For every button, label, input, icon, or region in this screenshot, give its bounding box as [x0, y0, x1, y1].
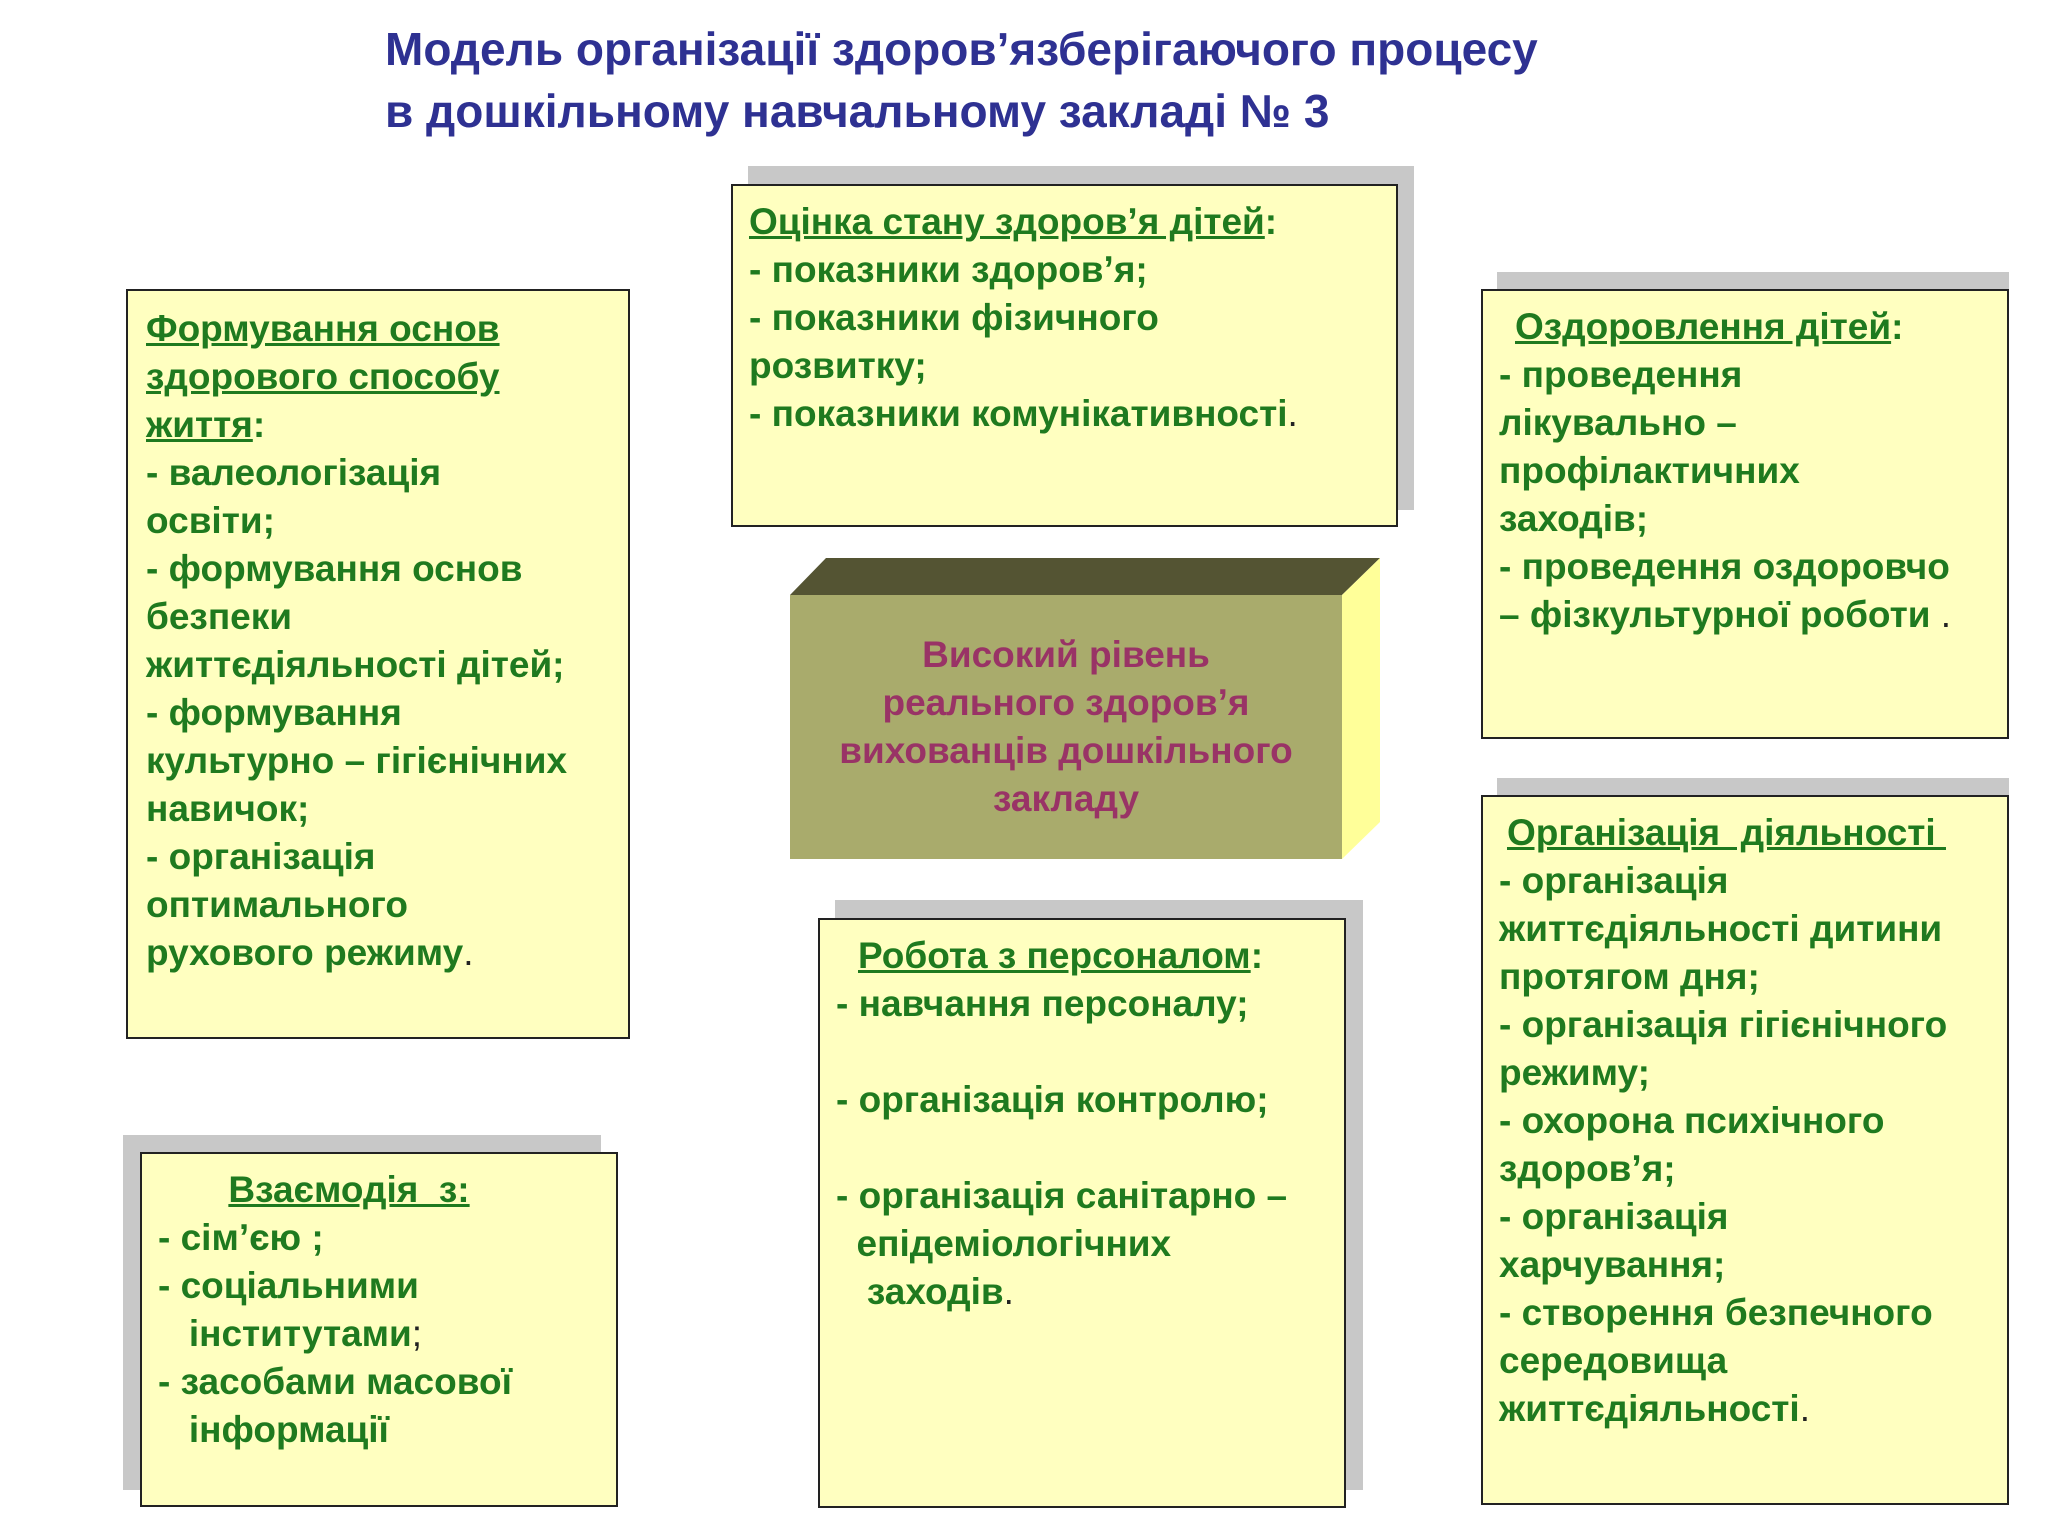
center-block-side — [1342, 558, 1380, 859]
formation-item: освіти; — [146, 500, 275, 541]
center-block-top — [790, 558, 1380, 595]
center-line: закладу — [992, 778, 1140, 819]
activity-item: харчування; — [1499, 1244, 1726, 1285]
interaction-box: Взаємодія з: - сім’єю ; - соціальними інститутами; - засобами масової інформації — [140, 1152, 618, 1507]
interaction-item: - соціальними — [158, 1265, 419, 1306]
activity-box: Організація діяльності - організація життєдіяльності дитини протягом дня; - організація гігієнічного режиму; - охорона психічного здоров’я; - організація харчування; - створення безпечного середовища життєдіяльності. — [1481, 795, 2009, 1505]
formation-heading-1: Формування основ — [146, 308, 500, 349]
center-line: вихованців дошкільного — [839, 730, 1293, 771]
healing-item: - проведення оздоровчо — [1499, 546, 1950, 587]
formation-item: безпеки — [146, 596, 293, 637]
assessment-item: - показники комунікативності — [749, 393, 1288, 434]
title-line-1: Модель організації здоров’язберігаючого процесу — [385, 23, 1538, 75]
staff-item: - організація санітарно – — [836, 1175, 1288, 1216]
activity-item: середовища — [1499, 1340, 1728, 1381]
formation-item: рухового режиму — [146, 932, 464, 973]
formation-item: оптимального — [146, 884, 408, 925]
center-line: Високий рівень — [922, 634, 1210, 675]
healing-item: – фізкультурної роботи — [1499, 594, 1941, 635]
staff-box: Робота з персоналом: - навчання персоналу; - організація контролю; - організація санітарно – епідеміологічних заходів. — [818, 918, 1346, 1508]
healing-item: заходів; — [1499, 498, 1649, 539]
activity-item: режиму; — [1499, 1052, 1650, 1093]
activity-heading: Організація діяльності — [1507, 812, 1946, 853]
center-block — [790, 595, 1342, 859]
formation-item: - формування — [146, 692, 402, 733]
formation-item: - організація — [146, 836, 376, 877]
healing-item: лікувально – — [1499, 402, 1737, 443]
center-line: реального здоров’я — [882, 682, 1250, 723]
staff-spacer — [836, 1028, 1328, 1076]
title-line-2: в дошкільному навчальному закладі № 3 — [385, 85, 1330, 137]
formation-item: культурно – гігієнічних — [146, 740, 568, 781]
staff-item: - навчання персоналу; — [836, 983, 1249, 1024]
activity-item: протягом дня; — [1499, 956, 1760, 997]
assessment-item: - показники фізичного — [749, 297, 1159, 338]
healing-item: - проведення — [1499, 354, 1743, 395]
staff-spacer — [836, 1124, 1328, 1172]
activity-item: - організація гігієнічного — [1499, 1004, 1948, 1045]
activity-item: життєдіяльності — [1499, 1388, 1800, 1429]
interaction-item: - засобами масової — [158, 1361, 512, 1402]
formation-item: життєдіяльності дітей; — [146, 644, 565, 685]
assessment-item: - показники здоров’я; — [749, 249, 1148, 290]
page-title — [385, 18, 1885, 142]
assessment-item: розвитку; — [749, 345, 927, 386]
assessment-box: Оцінка стану здоров’я дітей: - показники здоров’я; - показники фізичного розвитку; - показники комунікативності. — [731, 184, 1398, 527]
staff-item: - організація контролю; — [836, 1079, 1269, 1120]
formation-item: - валеологізація — [146, 452, 442, 493]
staff-item: епідеміологічних — [836, 1223, 1172, 1264]
activity-item: життєдіяльності дитини — [1499, 908, 1943, 949]
healing-item: профілактичних — [1499, 450, 1800, 491]
interaction-heading: Взаємодія з: — [228, 1169, 470, 1210]
healing-heading: Оздоровлення дітей — [1515, 306, 1892, 347]
healing-box: Оздоровлення дітей: - проведення лікувально – профілактичних заходів; - проведення оздоровчо – фізкультурної роботи . — [1481, 289, 2009, 739]
formation-heading-2: здорового способу — [146, 356, 500, 397]
activity-item: - охорона психічного — [1499, 1100, 1885, 1141]
formation-heading-3: життя — [146, 404, 253, 445]
interaction-item: інформації — [158, 1409, 389, 1450]
activity-item: здоров’я; — [1499, 1148, 1676, 1189]
staff-item: заходів — [836, 1271, 1004, 1312]
formation-item: навичок; — [146, 788, 310, 829]
formation-box: Формування основ здорового способу життя: - валеологізація освіти; - формування основ безпеки життєдіяльності дітей; - формування культурно – гігієнічних навичок; - організація оптимального рухового режиму. — [126, 289, 630, 1039]
interaction-item: інститутами — [158, 1313, 412, 1354]
interaction-item: - сім’єю ; — [158, 1217, 324, 1258]
activity-item: - організація — [1499, 860, 1729, 901]
assessment-heading: Оцінка стану здоров’я дітей — [749, 201, 1265, 242]
formation-item: - формування основ — [146, 548, 523, 589]
activity-item: - створення безпечного — [1499, 1292, 1933, 1333]
activity-item: - організація — [1499, 1196, 1729, 1237]
staff-heading: Робота з персоналом — [858, 935, 1251, 976]
